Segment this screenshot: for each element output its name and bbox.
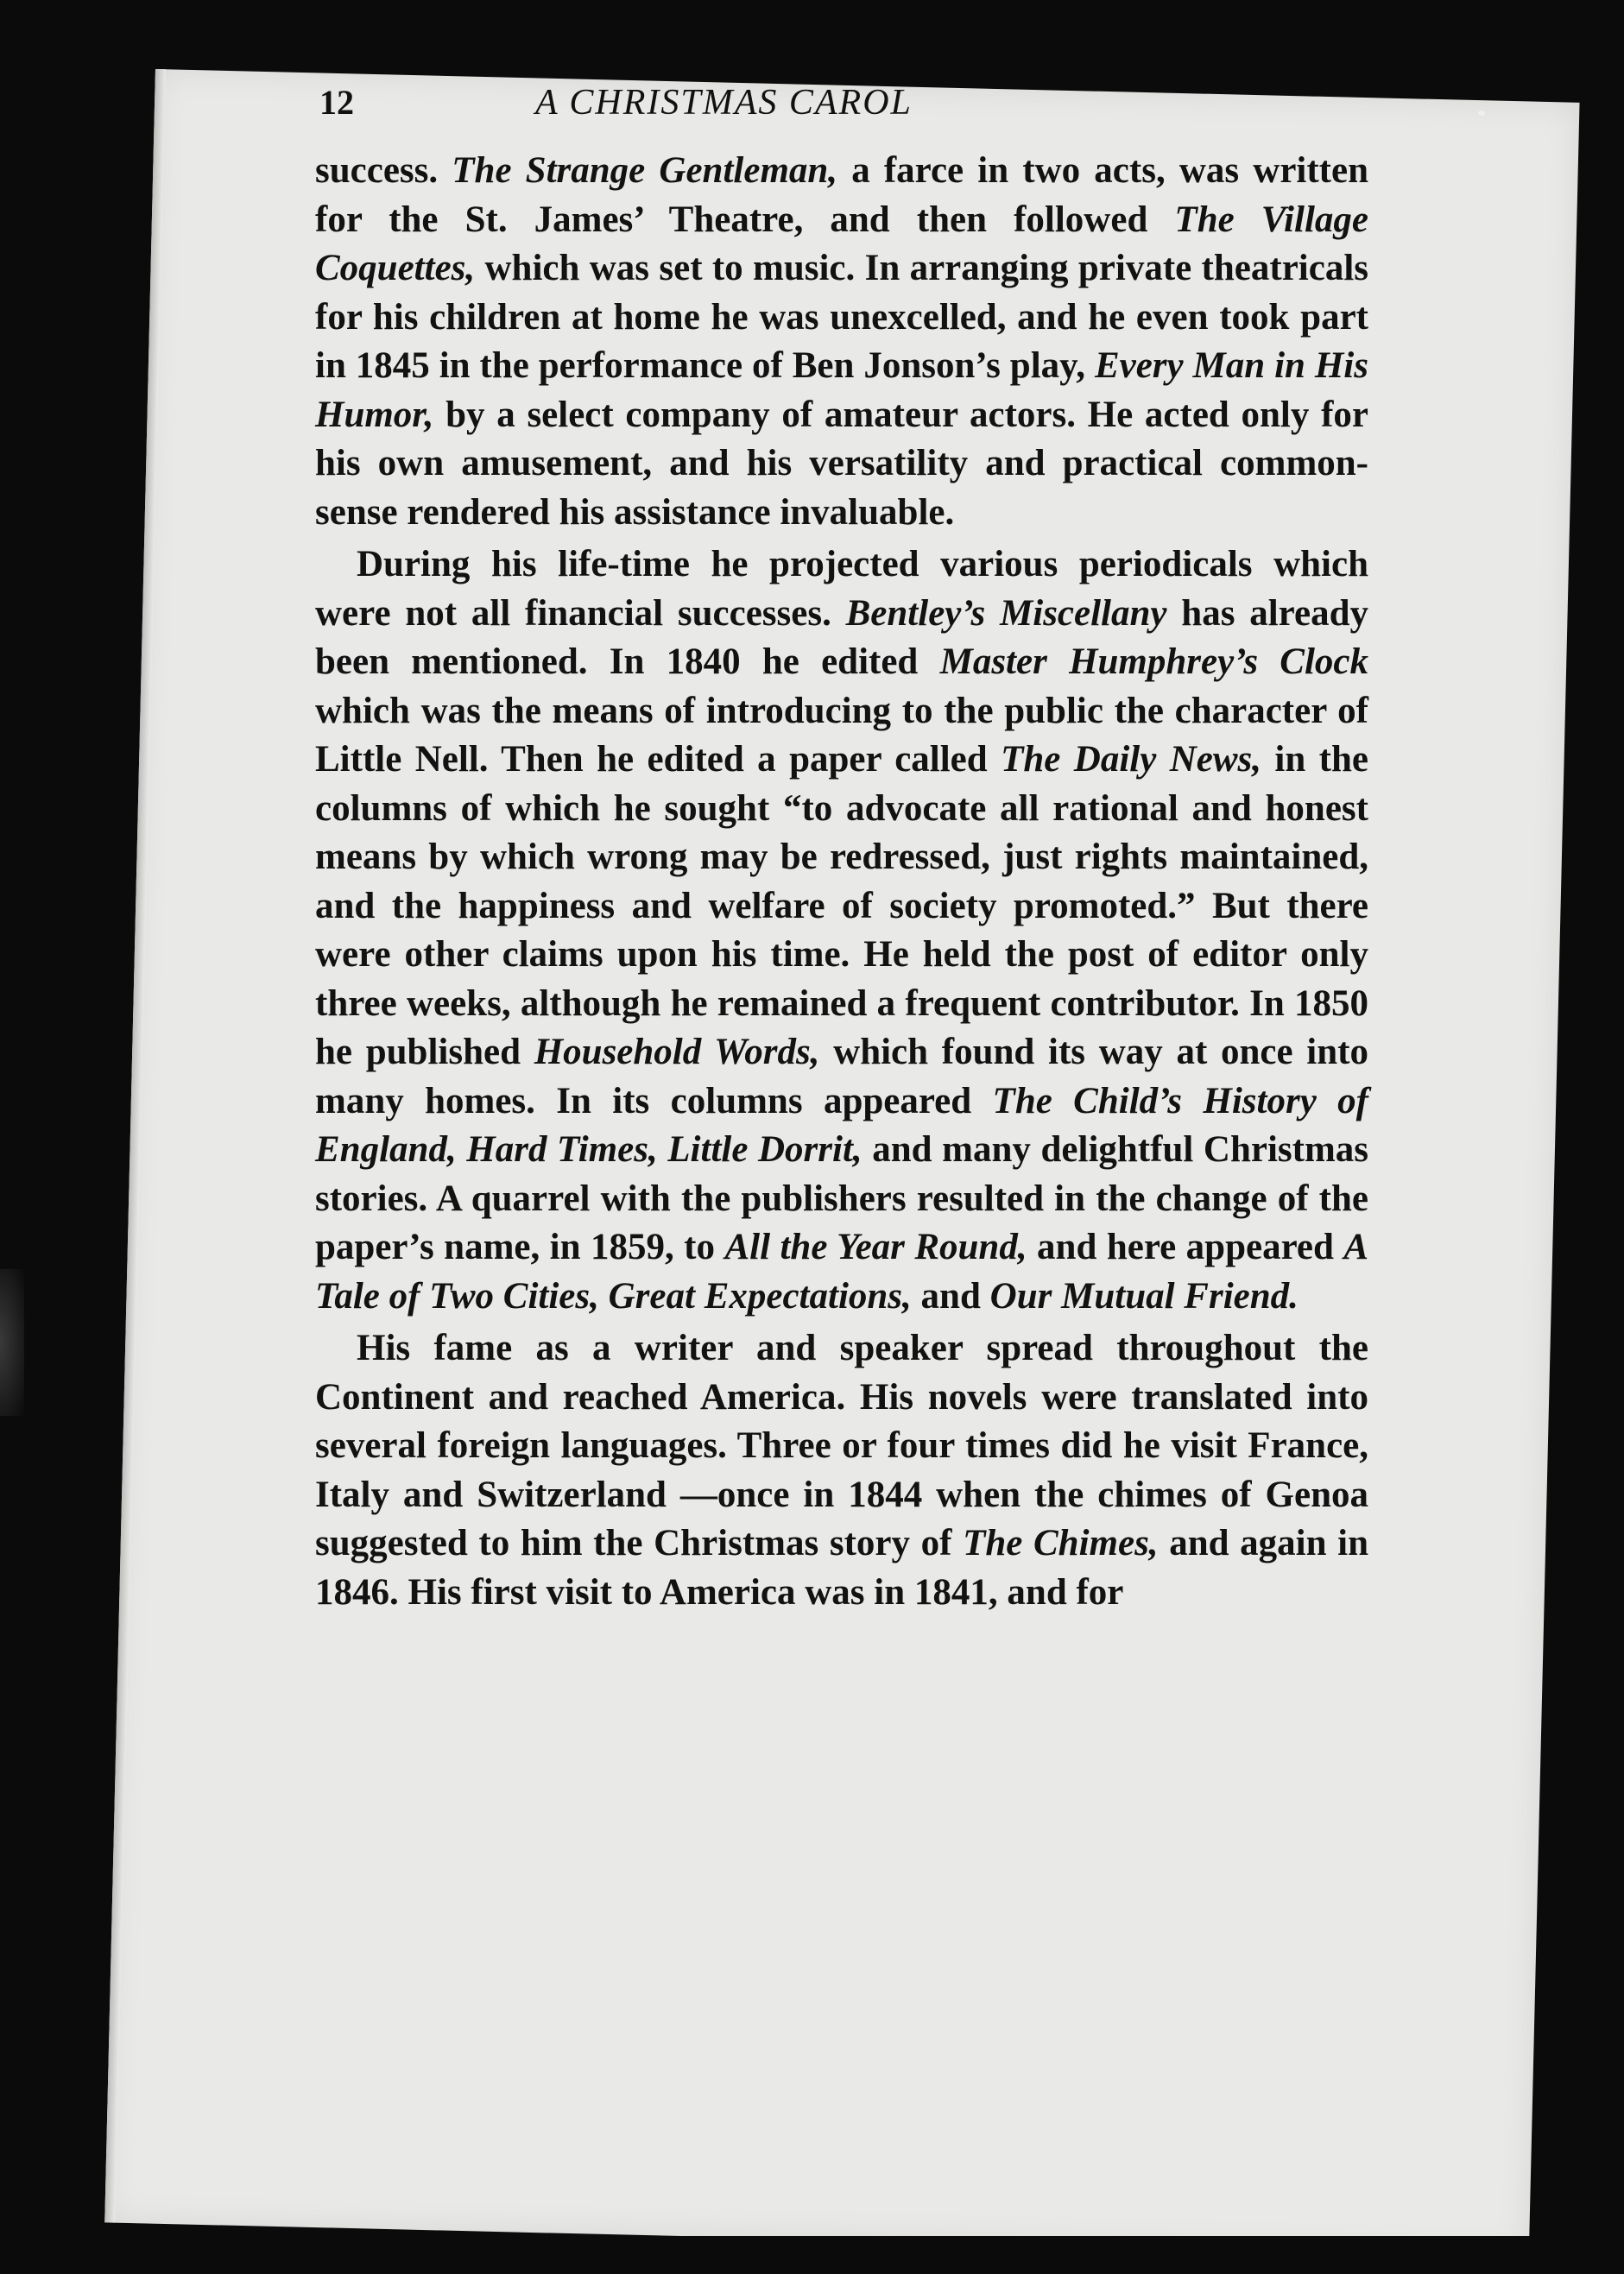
paragraph: [315, 1324, 1368, 1617]
paragraph-text: by a select company of amateur actors. He acted only for his own amusement, and his versatility and practical common-sense rendered his assistance invaluable.: [315, 394, 1368, 533]
italic-title-text: All the Year Round,: [724, 1227, 1027, 1267]
italic-title-text: The Daily News,: [1001, 739, 1261, 780]
paragraph: [315, 147, 1368, 537]
paragraph-text: During his life-time he projected various periodicals which were not all financial successes.: [315, 544, 1368, 634]
scan-dust-speck: [1478, 111, 1485, 116]
paragraph-text: His fame as a writer and speaker spread throughout the Continent and reached America. His novels were translated into several foreign languages. Three or four times did he visit France, Italy and Switzerland —once in 1844 when the chimes of Genoa suggested to him the Christmas story of: [315, 1328, 1368, 1563]
paragraph-text: has already been mentioned. In 1840 he edited: [315, 592, 1368, 682]
italic-title-text: Every Man in His Humor,: [315, 345, 1368, 435]
italic-title-text: The Chimes,: [963, 1523, 1159, 1563]
paragraph-text: which found its way at once into many homes. In its columns appeared: [315, 1032, 1368, 1121]
italic-title-text: The Strange Gentleman,: [452, 150, 838, 191]
italic-title-text: Bentley’s Miscellany: [845, 592, 1167, 634]
paragraph-text: and many delightful Christmas stories. A quarrel with the publishers resulted in the change of the paper’s name, in 1859, to: [315, 1129, 1368, 1267]
italic-title-text: The Child’s History of England, Hard Times, Little Dorrit,: [315, 1080, 1368, 1170]
paragraph-text: success.: [315, 150, 452, 191]
italic-title-text: Master Humphrey’s Clock: [939, 641, 1369, 682]
paragraph-text: and here appeared: [1027, 1227, 1344, 1267]
page-number: 12: [319, 83, 354, 122]
paragraph-text: and again in 1846. His first visit to America was in 1841, and for: [315, 1523, 1369, 1613]
scan-smudge: [0, 1269, 24, 1416]
scan-border-bottom: [0, 2236, 1624, 2274]
page-header: [319, 82, 1304, 134]
scan-border-right: [1587, 0, 1624, 2274]
paragraph-text: [599, 1276, 609, 1317]
italic-title-text: Household Words,: [534, 1032, 820, 1072]
italic-title-text: The Village Coquettes,: [315, 199, 1368, 288]
paragraph-text: a farce in two acts, was written for the St. James’ Theatre, and then followed: [315, 150, 1368, 240]
italic-title-text: Great Expectations,: [608, 1275, 912, 1317]
running-title: A CHRISTMAS CAROL: [535, 83, 913, 123]
italic-title-text: Our Mutual Friend.: [989, 1275, 1299, 1317]
body-text: [315, 147, 1368, 1617]
paragraph-text: and: [911, 1275, 990, 1317]
italic-title-text: A Tale of Two Cities,: [315, 1227, 1369, 1317]
paragraph: [315, 540, 1368, 1321]
page-edge-shadow: [104, 69, 166, 2223]
paragraph-text: which was the means of introducing to the public the character of Little Nell. Then he edited a paper called: [315, 690, 1368, 780]
paragraph-text: in the columns of which he sought “to advocate all rational and honest means by which wrong may be redressed, just rights maintained, and the happiness and welfare of society promoted.” But there were other claims upon his time. He held the post of editor only three weeks, although he remained a frequent contributor. In 1850 he published: [315, 739, 1368, 1072]
paragraph-text: which was set to music. In arranging private theatricals for his children at home he was unexcelled, and he even took part in 1845 in the performance of Ben Jonson’s play,: [315, 248, 1368, 386]
